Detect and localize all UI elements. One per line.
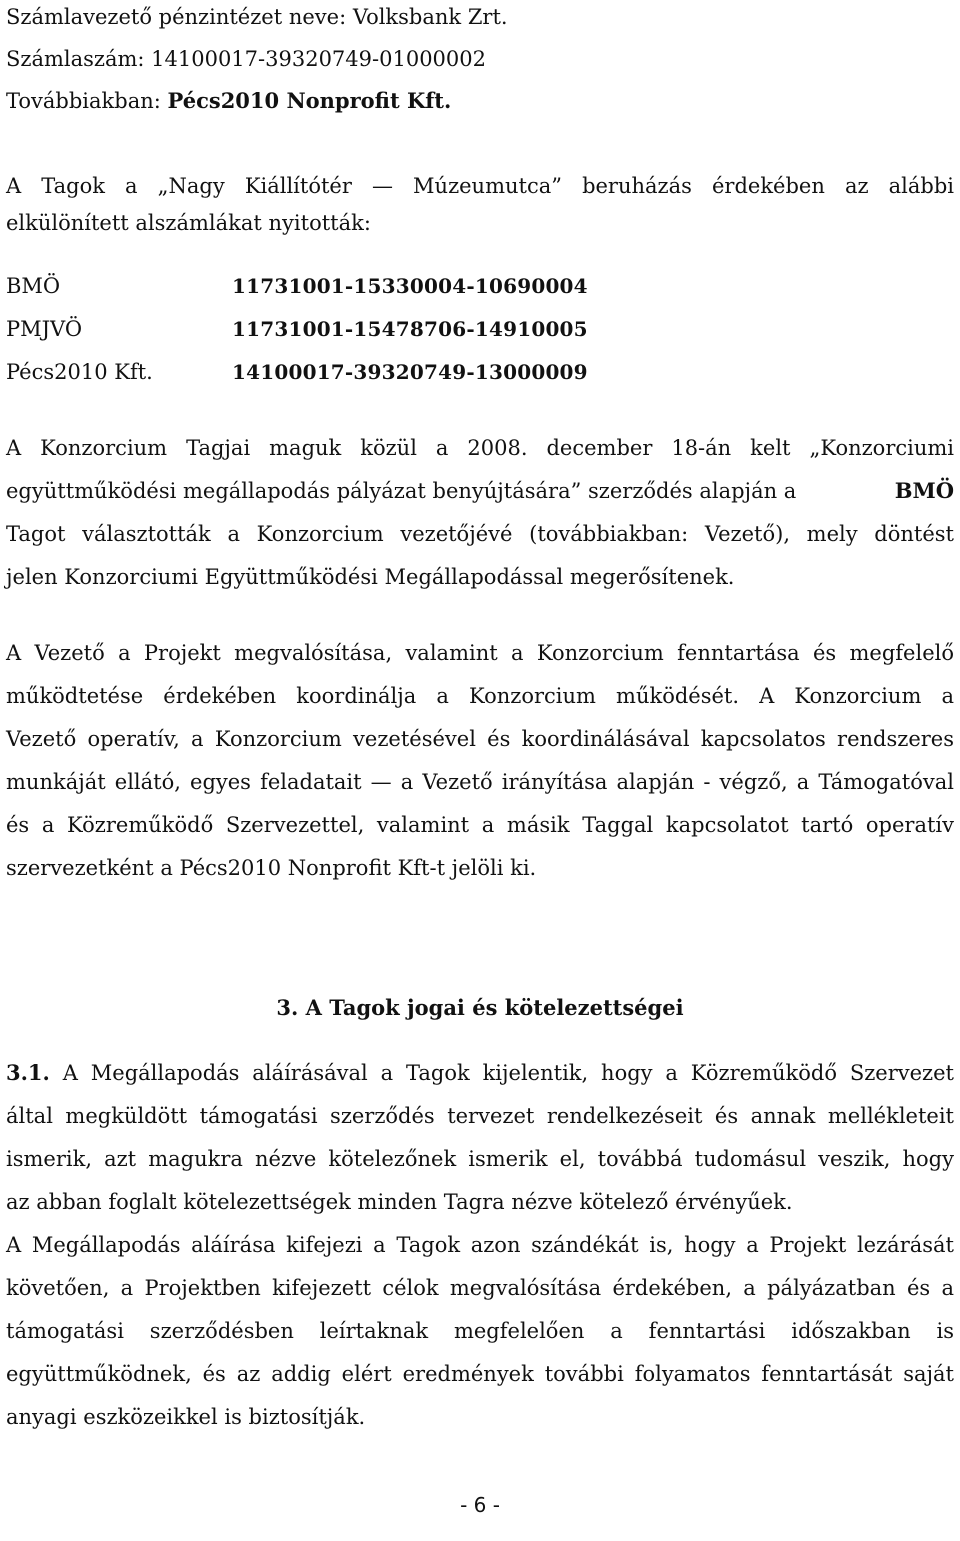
account-number-line: Számlaszám: 14100017-39320749-01000002 (6, 47, 486, 71)
clause-3-1-line-6: követően, a Projektben kifejezett célok megvalósítása érdekében, a pályázatban és a (6, 1276, 954, 1300)
section-heading: 3. A Tagok jogai és kötelezettségei (276, 995, 684, 1020)
paragraph-2-line-6: szervezetként a Pécs2010 Nonprofit Kft-t jelöli ki. (6, 856, 537, 880)
paragraph-1-line-3: Tagot választották a Konzorcium vezetőjévé (továbbiakban: Vezető), mely döntést (6, 522, 954, 546)
clause-3-1-line-9: anyagi eszközeikkel is biztosítják. (6, 1405, 366, 1429)
account-number: 14100017-39320749-13000009 (232, 360, 588, 384)
hereinafter-prefix: Továbbiakban: (6, 89, 168, 113)
clause-3-1-line-5: A Megállapodás aláírása kifejezi a Tagok azon szándékát is, hogy a Projekt lezárását (6, 1233, 954, 1257)
account-row (6, 316, 588, 342)
hereinafter-entity: Pécs2010 Nonprofit Kft. (167, 88, 452, 113)
paragraph-1-line-1: A Konzorcium Tagjai maguk közül a 2008. december 18-án kelt „Konzorciumi (6, 436, 954, 460)
clause-3-1-line-1-text: A Megállapodás aláírásával a Tagok kijelentik, hogy a Közreműködő Szervezet (49, 1061, 954, 1085)
clause-3-1-line-1 (6, 1060, 954, 1086)
clause-3-1-line-3: ismerik, azt magukra nézve kötelezőnek ismerik el, továbbá tudomásul veszik, hogy (6, 1147, 954, 1171)
account-label: PMJVÖ (6, 317, 83, 341)
clause-3-1-line-7: támogatási szerződésben leírtaknak megfelelően a fenntartási időszakban is (6, 1319, 954, 1343)
paragraph-1-bmo: BMÖ (894, 478, 954, 503)
paragraph-2-line-2: működtetése érdekében koordinálja a Konzorcium működését. A Konzorcium a (6, 684, 954, 708)
paragraph-2-line-4: munkáját ellátó, egyes feladatait — a Vezető irányítása alapján - végző, a Támogatóval (6, 770, 954, 794)
clause-3-1-line-8: együttműködnek, és az addig elért eredmények további folyamatos fenntartását saját (6, 1362, 954, 1386)
account-number: 11731001-15330004-10690004 (232, 274, 588, 298)
account-label: BMÖ (6, 274, 61, 298)
paragraph-2-line-3: Vezető operatív, a Konzorcium vezetésével és koordinálásával kapcsolatos rendszeres (6, 727, 954, 751)
account-row (6, 359, 588, 385)
account-number: 11731001-15478706-14910005 (232, 317, 588, 341)
clause-3-1-line-4: az abban foglalt kötelezettségek minden Tagra nézve kötelező érvényűek. (6, 1190, 793, 1214)
page-number: - 6 - (460, 1493, 500, 1517)
paragraph-2-line-1: A Vezető a Projekt megvalósítása, valamint a Konzorcium fenntartása és megfelelő (6, 641, 954, 665)
account-label: Pécs2010 Kft. (6, 360, 153, 384)
intro-line-2: elkülönített alszámlákat nyitották: (6, 211, 371, 235)
clause-3-1-line-2: által megküldött támogatási szerződés tervezet rendelkezéseit és annak mellékleteit (6, 1104, 954, 1128)
paragraph-1-line-2-text: együttműködési megállapodás pályázat benyújtására” szerződés alapján a (6, 479, 797, 503)
paragraph-1-line-2 (6, 478, 954, 504)
paragraph-2-line-5: és a Közreműködő Szervezettel, valamint a másik Taggal kapcsolatot tartó operatív (6, 813, 954, 837)
bank-name-line: Számlavezető pénzintézet neve: Volksbank Zrt. (6, 5, 508, 29)
hereinafter-line (6, 88, 451, 114)
account-row (6, 273, 588, 299)
paragraph-1-line-4: jelen Konzorciumi Együttműködési Megállapodással megerősítenek. (6, 565, 735, 589)
intro-line-1: A Tagok a „Nagy Kiállítótér — Múzeumutca” beruházás érdekében az alábbi (6, 174, 954, 198)
clause-number: 3.1. (6, 1060, 50, 1085)
